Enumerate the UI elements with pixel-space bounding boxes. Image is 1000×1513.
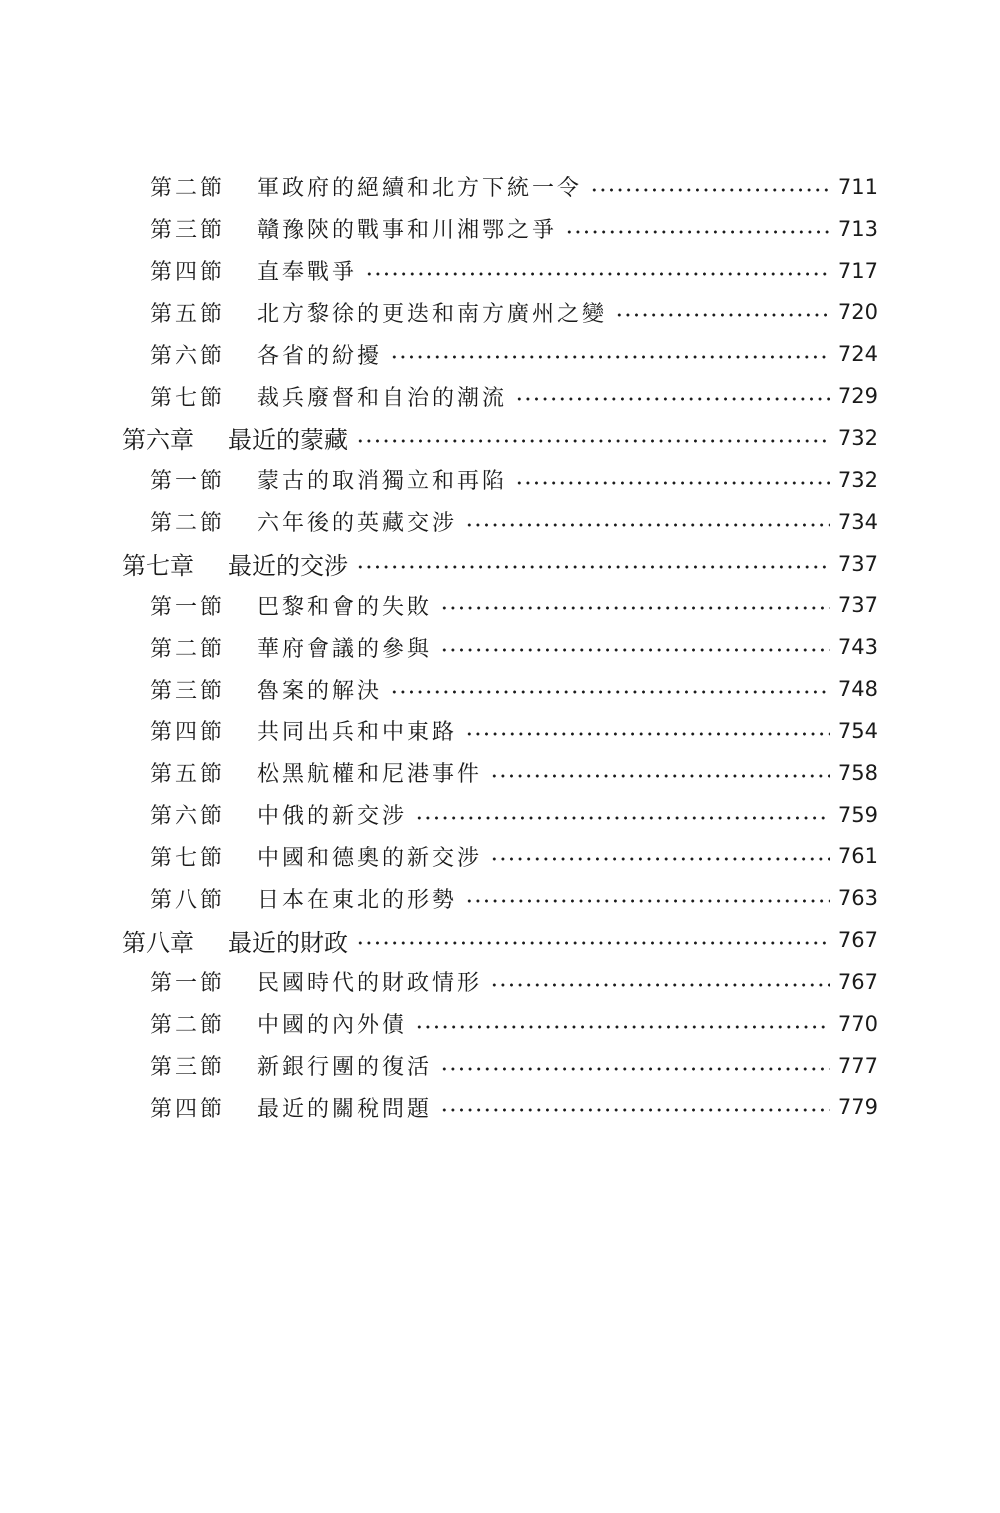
toc-chapter-row	[0, 417, 1000, 459]
page-number: 737	[837, 593, 878, 618]
section-number: 第七節	[150, 385, 226, 411]
section-number: 第一節	[150, 971, 226, 997]
page-number: 767	[837, 969, 878, 994]
section-number: 第四節	[150, 1096, 226, 1122]
section-title: 北方黎徐的更迭和南方廣州之變	[257, 301, 608, 327]
page-number: 748	[837, 677, 878, 702]
toc-section-row	[0, 877, 1000, 919]
section-title: 直奉戰爭	[257, 260, 358, 286]
toc-section-row	[0, 250, 1000, 292]
dot-leader	[565, 230, 830, 234]
page-number: 734	[837, 509, 878, 534]
toc-section-row	[0, 794, 1000, 836]
toc-chapter-row	[0, 919, 1000, 961]
section-number: 第三節	[150, 678, 226, 704]
section-title: 巴黎和會的失敗	[257, 594, 433, 620]
dot-leader	[440, 1108, 830, 1112]
page-number: 770	[837, 1011, 878, 1036]
toc-section-row	[0, 501, 1000, 543]
dot-leader	[390, 690, 830, 694]
section-title: 中國和德奧的新交涉	[257, 845, 483, 871]
toc-section-row	[0, 208, 1000, 250]
toc-chapter-row	[0, 543, 1000, 585]
dot-leader	[356, 439, 830, 443]
dot-leader	[415, 1025, 830, 1029]
dot-leader	[440, 606, 830, 610]
chapter-number: 第七章	[122, 552, 194, 581]
section-title: 六年後的英藏交涉	[257, 511, 458, 537]
section-title: 各省的紛擾	[257, 343, 383, 369]
section-title: 蒙古的取消獨立和再陷	[257, 469, 508, 495]
page-number: 711	[837, 174, 878, 199]
section-number: 第五節	[150, 301, 226, 327]
page-number: 777	[837, 1053, 878, 1078]
dot-leader	[465, 732, 830, 736]
section-number: 第二節	[150, 511, 226, 537]
toc-section-row	[0, 333, 1000, 375]
toc-section-row	[0, 459, 1000, 501]
page-number: 763	[837, 886, 878, 911]
toc-section-row	[0, 710, 1000, 752]
toc-section-row	[0, 752, 1000, 794]
section-number: 第一節	[150, 594, 226, 620]
page-number: 743	[837, 635, 878, 660]
toc-section-row	[0, 292, 1000, 334]
dot-leader	[415, 816, 830, 820]
page-number: 724	[837, 342, 878, 367]
dot-leader	[490, 774, 830, 778]
page-number: 737	[837, 551, 878, 576]
section-title: 松黑航權和尼港事件	[257, 762, 483, 788]
page-number: 759	[837, 802, 878, 827]
toc-section-row	[0, 375, 1000, 417]
page-number: 761	[837, 844, 878, 869]
section-number: 第七節	[150, 845, 226, 871]
chapter-number: 第六章	[122, 426, 194, 455]
page-number: 767	[837, 928, 878, 953]
page-number: 729	[837, 384, 878, 409]
section-title: 共同出兵和中東路	[257, 720, 458, 746]
section-number: 第二節	[150, 1013, 226, 1039]
page-number: 732	[837, 467, 878, 492]
section-title: 魯案的解決	[257, 678, 383, 704]
toc-section-row	[0, 836, 1000, 878]
dot-leader	[440, 1067, 830, 1071]
section-title: 贛豫陝的戰事和川湘鄂之爭	[257, 218, 558, 244]
dot-leader	[356, 565, 830, 569]
section-number: 第三節	[150, 1055, 226, 1081]
toc-section-row	[0, 1003, 1000, 1045]
toc-section-row	[0, 1087, 1000, 1129]
section-title: 最近的關稅問題	[257, 1096, 433, 1122]
dot-leader	[465, 899, 830, 903]
dot-leader	[490, 983, 830, 987]
toc-section-row	[0, 584, 1000, 626]
toc-section-row	[0, 1045, 1000, 1087]
dot-leader	[356, 941, 830, 945]
dot-leader	[615, 313, 830, 317]
section-title: 日本在東北的形勢	[257, 887, 458, 913]
section-title: 軍政府的絕續和北方下統一令	[257, 176, 583, 202]
section-number: 第四節	[150, 720, 226, 746]
section-number: 第一節	[150, 469, 226, 495]
toc-section-row	[0, 668, 1000, 710]
page-number: 732	[837, 425, 878, 450]
section-title: 中俄的新交涉	[257, 804, 408, 830]
toc-section-row	[0, 166, 1000, 208]
dot-leader	[490, 857, 830, 861]
section-title: 民國時代的財政情形	[257, 971, 483, 997]
section-number: 第二節	[150, 176, 226, 202]
section-number: 第四節	[150, 260, 226, 286]
chapter-title: 最近的交涉	[228, 552, 348, 581]
dot-leader	[440, 648, 830, 652]
page-number: 713	[837, 216, 878, 241]
dot-leader	[390, 355, 830, 359]
chapter-title: 最近的蒙藏	[228, 426, 348, 455]
page-number: 717	[837, 258, 878, 283]
section-number: 第六節	[150, 804, 226, 830]
toc-section-row	[0, 626, 1000, 668]
section-title: 裁兵廢督和自治的潮流	[257, 385, 508, 411]
section-title: 新銀行團的復活	[257, 1055, 433, 1081]
section-title: 中國的內外債	[257, 1013, 408, 1039]
page-number: 758	[837, 760, 878, 785]
dot-leader	[515, 397, 830, 401]
section-number: 第二節	[150, 636, 226, 662]
dot-leader	[465, 523, 830, 527]
table-of-contents	[0, 166, 1000, 1128]
section-number: 第八節	[150, 887, 226, 913]
dot-leader	[365, 272, 830, 276]
dot-leader	[515, 481, 830, 485]
toc-section-row	[0, 961, 1000, 1003]
dot-leader	[590, 188, 830, 192]
page-number: 779	[837, 1095, 878, 1120]
section-title: 華府會議的參與	[257, 636, 433, 662]
page-number: 754	[837, 718, 878, 743]
section-number: 第五節	[150, 762, 226, 788]
chapter-number: 第八章	[122, 928, 194, 957]
chapter-title: 最近的財政	[228, 928, 348, 957]
section-number: 第六節	[150, 343, 226, 369]
section-number: 第三節	[150, 218, 226, 244]
page-number: 720	[837, 300, 878, 325]
